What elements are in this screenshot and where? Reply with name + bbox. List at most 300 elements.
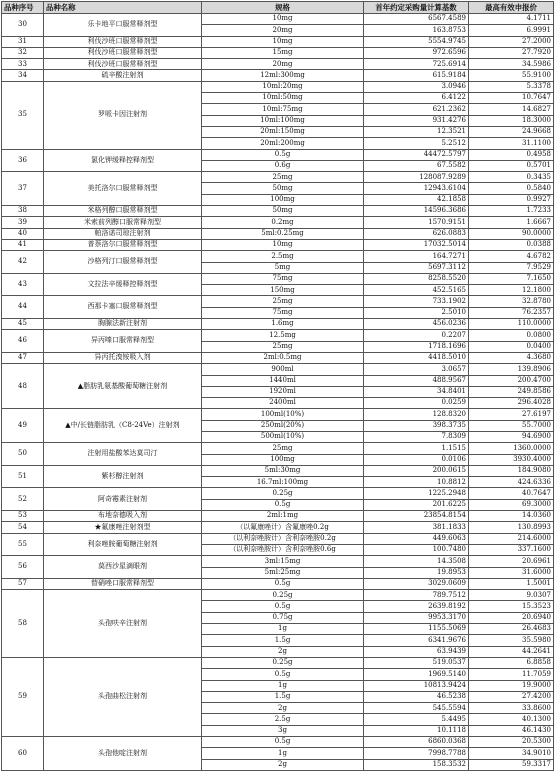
max-price: 139.8906 xyxy=(469,364,554,375)
purchase-base: 4418.5010 xyxy=(364,352,469,363)
max-price: 0.4958 xyxy=(469,149,554,160)
purchase-base: 23854.8154 xyxy=(364,511,469,522)
purchase-base: 5.4495 xyxy=(364,714,469,725)
purchase-base: 8258.5520 xyxy=(364,273,469,284)
purchase-base: 200.0615 xyxy=(364,465,469,476)
spec: 10mg xyxy=(202,239,364,250)
table-row xyxy=(2,217,554,228)
max-price: 296.4028 xyxy=(469,398,554,409)
spec: 100ml(10%) xyxy=(202,409,364,420)
table-row xyxy=(2,443,554,454)
max-price: 69.3000 xyxy=(469,499,554,510)
spec: 0.2mg xyxy=(202,217,364,228)
spec: 1g xyxy=(202,624,364,635)
purchase-base: 2639.8192 xyxy=(364,601,469,612)
purchase-base: 17032.5014 xyxy=(364,239,469,250)
item-number: 56 xyxy=(2,556,44,579)
purchase-base: 545.5594 xyxy=(364,703,469,714)
purchase-base: 163.8753 xyxy=(364,25,469,36)
item-name: 布地奈德吸入剂 xyxy=(44,511,202,522)
purchase-base: 46.5238 xyxy=(364,691,469,702)
table-row xyxy=(2,228,554,239)
spec: 5mg xyxy=(202,262,364,273)
purchase-base: 10.8812 xyxy=(364,477,469,488)
item-number: 58 xyxy=(2,590,44,658)
purchase-base: 100.7480 xyxy=(364,544,469,555)
header-cell: 最高有效申报价 xyxy=(469,2,554,14)
item-name: 西那卡塞口服常释剂型 xyxy=(44,296,202,319)
purchase-base: 19.8953 xyxy=(364,567,469,578)
table-row xyxy=(2,273,554,284)
spec: 15mg xyxy=(202,47,364,58)
item-number: 48 xyxy=(2,364,44,409)
max-price: 11.7059 xyxy=(469,669,554,680)
max-price: 1.6667 xyxy=(469,217,554,228)
item-name: 头孢呋辛注射剂 xyxy=(44,590,202,658)
spec: 75mg xyxy=(202,273,364,284)
max-price: 27.6197 xyxy=(469,409,554,420)
max-price: 0.5840 xyxy=(469,183,554,194)
spec: 900ml xyxy=(202,364,364,375)
spec: 0.5g xyxy=(202,737,364,748)
max-price: 34.9010 xyxy=(469,748,554,759)
spec: 2g xyxy=(202,646,364,657)
table-row xyxy=(2,296,554,307)
purchase-base: 42.1858 xyxy=(364,194,469,205)
max-price: 27.2000 xyxy=(469,36,554,47)
max-price: 1.5001 xyxy=(469,578,554,589)
item-number: 34 xyxy=(2,70,44,81)
purchase-base: 381.1833 xyxy=(364,522,469,533)
item-number: 59 xyxy=(2,657,44,736)
table-row xyxy=(2,364,554,375)
max-price: 27.4200 xyxy=(469,691,554,702)
spec: 1g xyxy=(202,748,364,759)
spec: 10ml:75mg xyxy=(202,104,364,115)
purchase-base: 34.8401 xyxy=(364,386,469,397)
item-name: 头孢他啶注射剂 xyxy=(44,737,202,771)
item-name: 替硝唑口服常释剂型 xyxy=(44,578,202,589)
max-price: 19.9000 xyxy=(469,680,554,691)
spec: 0.5g xyxy=(202,578,364,589)
spec: 20ml:150mg xyxy=(202,126,364,137)
max-price: 249.8586 xyxy=(469,386,554,397)
table-row xyxy=(2,488,554,499)
item-name: 利伐沙班口服常释剂型 xyxy=(44,59,202,70)
purchase-base: 1718.1696 xyxy=(364,341,469,352)
spec: 50mg xyxy=(202,206,364,217)
purchase-base: 733.1902 xyxy=(364,296,469,307)
item-number: 54 xyxy=(2,522,44,533)
item-name: 阿奇霉素注射剂 xyxy=(44,488,202,511)
item-number: 41 xyxy=(2,239,44,250)
purchase-base: 0.0106 xyxy=(364,454,469,465)
item-name: 异丙嗪口服常释剂型 xyxy=(44,330,202,353)
spec: 25mg xyxy=(202,296,364,307)
max-price: 34.5986 xyxy=(469,59,554,70)
purchase-base: 10.1118 xyxy=(364,725,469,736)
max-price: 337.1600 xyxy=(469,544,554,555)
spec: 5ml:25mg xyxy=(202,567,364,578)
purchase-base: 488.9567 xyxy=(364,375,469,386)
max-price: 0.5701 xyxy=(469,160,554,171)
purchase-base: 14596.3686 xyxy=(364,206,469,217)
purchase-base: 63.9439 xyxy=(364,646,469,657)
item-name: 利伐沙班口服常释剂型 xyxy=(44,36,202,47)
max-price: 200.4700 xyxy=(469,375,554,386)
spec: 250ml(20%) xyxy=(202,420,364,431)
table-row xyxy=(2,239,554,250)
item-number: 38 xyxy=(2,206,44,217)
purchase-base: 3.0946 xyxy=(364,81,469,92)
header-cell: 品种名称 xyxy=(44,2,202,14)
item-name: 美托洛尔口服常释剂型 xyxy=(44,172,202,206)
item-name: 沙格列汀口服常释剂型 xyxy=(44,251,202,274)
table-body xyxy=(2,14,554,771)
item-name: 莫西沙星滴眼剂 xyxy=(44,556,202,579)
max-price: 0.0800 xyxy=(469,330,554,341)
max-price: 110.0000 xyxy=(469,319,554,330)
item-number: 46 xyxy=(2,330,44,353)
item-number: 37 xyxy=(2,172,44,206)
max-price: 31.6000 xyxy=(469,567,554,578)
spec: 25mg xyxy=(202,443,364,454)
spec: 0.5g xyxy=(202,499,364,510)
purchase-base: 5554.9745 xyxy=(364,36,469,47)
item-name: 硫辛酸注射剂 xyxy=(44,70,202,81)
max-price: 0.0400 xyxy=(469,341,554,352)
max-price: 26.4683 xyxy=(469,624,554,635)
spec: 2ml:1mg xyxy=(202,511,364,522)
purchase-base: 5697.3112 xyxy=(364,262,469,273)
spec: 25mg xyxy=(202,341,364,352)
max-price: 20.6961 xyxy=(469,556,554,567)
max-price: 4.6782 xyxy=(469,251,554,262)
item-number: 43 xyxy=(2,273,44,296)
table-row xyxy=(2,149,554,160)
max-price: 15.3523 xyxy=(469,601,554,612)
purchase-base: 621.2362 xyxy=(364,104,469,115)
table-row xyxy=(2,81,554,92)
max-price: 32.8780 xyxy=(469,296,554,307)
item-name: 利奈唑胺葡萄糖注射剂 xyxy=(44,533,202,556)
table-row xyxy=(2,737,554,748)
item-name: 胸腺法新注射剂 xyxy=(44,319,202,330)
purchase-base: 164.7271 xyxy=(364,251,469,262)
spec: 0.25g xyxy=(202,488,364,499)
spec: 3g xyxy=(202,725,364,736)
table-row xyxy=(2,590,554,601)
item-number: 50 xyxy=(2,443,44,466)
purchase-base: 6341.9676 xyxy=(364,635,469,646)
purchase-base: 7.8309 xyxy=(364,431,469,442)
purchase-base: 972.6596 xyxy=(364,47,469,58)
max-price: 4.1711 xyxy=(469,14,554,25)
item-name: 注射用盐酸苯达莫司汀 xyxy=(44,443,202,466)
max-price: 3930.4000 xyxy=(469,454,554,465)
item-name: 帕洛诺司琼注射剂 xyxy=(44,228,202,239)
spec: 2g xyxy=(202,703,364,714)
max-price: 1.7233 xyxy=(469,206,554,217)
item-number: 47 xyxy=(2,352,44,363)
spec: 25mg xyxy=(202,172,364,183)
purchase-base: 10813.9424 xyxy=(364,680,469,691)
table-row xyxy=(2,533,554,544)
item-number: 57 xyxy=(2,578,44,589)
max-price: 0.0388 xyxy=(469,239,554,250)
spec: 0.25g xyxy=(202,590,364,601)
purchase-base: 6860.0368 xyxy=(364,737,469,748)
table-row xyxy=(2,206,554,217)
header-cell: 品种序号 xyxy=(2,2,44,14)
purchase-base: 2.5010 xyxy=(364,307,469,318)
spec: 20ml:200mg xyxy=(202,138,364,149)
max-price: 10.7647 xyxy=(469,93,554,104)
header-cell: 首年约定采购量计算基数 xyxy=(364,2,469,14)
item-name: ▲脂肪乳氨基酸葡萄糖注射剂 xyxy=(44,364,202,409)
max-price: 31.1100 xyxy=(469,138,554,149)
spec: 75mg xyxy=(202,307,364,318)
item-name: 氯化钾缓释控释剂型 xyxy=(44,149,202,172)
spec: 10mg xyxy=(202,14,364,25)
item-name: ▲中/长链脂肪乳（C8-24Ve）注射剂 xyxy=(44,409,202,443)
table-row xyxy=(2,36,554,47)
spec: 10mg xyxy=(202,36,364,47)
purchase-base: 14.3508 xyxy=(364,556,469,567)
spec: 12ml:300mg xyxy=(202,70,364,81)
purchase-base: 6.4122 xyxy=(364,93,469,104)
spec: 100mg xyxy=(202,194,364,205)
purchase-base: 1155.5069 xyxy=(364,624,469,635)
max-price: 44.2641 xyxy=(469,646,554,657)
item-name: 利伐沙班口服常释剂型 xyxy=(44,47,202,58)
item-number: 40 xyxy=(2,228,44,239)
max-price: 0.9927 xyxy=(469,194,554,205)
max-price: 6.8858 xyxy=(469,657,554,668)
item-number: 52 xyxy=(2,488,44,511)
header-cell: 规格 xyxy=(202,2,364,14)
purchase-base: 128.8320 xyxy=(364,409,469,420)
max-price: 55.9100 xyxy=(469,70,554,81)
max-price: 12.1800 xyxy=(469,285,554,296)
purchase-base: 615.9184 xyxy=(364,70,469,81)
max-price: 5.3378 xyxy=(469,81,554,92)
spec: 2.5g xyxy=(202,714,364,725)
item-name: 头孢曲松注射剂 xyxy=(44,657,202,736)
spec: 150mg xyxy=(202,285,364,296)
item-name: 普萘洛尔口服常释剂型 xyxy=(44,239,202,250)
table-row xyxy=(2,511,554,522)
spec: 0.25g xyxy=(202,657,364,668)
max-price: 33.8600 xyxy=(469,703,554,714)
spec: 10ml:100mg xyxy=(202,115,364,126)
table-row xyxy=(2,352,554,363)
max-price: 424.6336 xyxy=(469,477,554,488)
item-number: 51 xyxy=(2,465,44,488)
max-price: 90.0000 xyxy=(469,228,554,239)
max-price: 59.3317 xyxy=(469,759,554,770)
max-price: 24.9668 xyxy=(469,126,554,137)
max-price: 40.1300 xyxy=(469,714,554,725)
spec: 2g xyxy=(202,759,364,770)
purchase-base: 12943.6104 xyxy=(364,183,469,194)
purchase-base: 1969.5140 xyxy=(364,669,469,680)
spec: 1.6mg xyxy=(202,319,364,330)
purchase-base: 128087.9289 xyxy=(364,172,469,183)
purchase-base: 9953.3170 xyxy=(364,612,469,623)
max-price: 6.9991 xyxy=(469,25,554,36)
purchase-base: 449.6063 xyxy=(364,533,469,544)
spec: 3ml:15mg xyxy=(202,556,364,567)
table-row xyxy=(2,59,554,70)
item-name: 罗哌卡因注射剂 xyxy=(44,81,202,149)
item-number: 36 xyxy=(2,149,44,172)
max-price: 94.6900 xyxy=(469,431,554,442)
max-price: 9.0307 xyxy=(469,590,554,601)
item-number: 42 xyxy=(2,251,44,274)
max-price: 20.6940 xyxy=(469,612,554,623)
item-number: 32 xyxy=(2,47,44,58)
purchase-base: 3029.0609 xyxy=(364,578,469,589)
max-price: 18.3000 xyxy=(469,115,554,126)
purchase-base: 519.0537 xyxy=(364,657,469,668)
spec: 1440ml xyxy=(202,375,364,386)
purchase-base: 67.5582 xyxy=(364,160,469,171)
spec: 100mg xyxy=(202,454,364,465)
max-price: 20.5300 xyxy=(469,737,554,748)
purchase-base: 12.3521 xyxy=(364,126,469,137)
max-price: 27.7920 xyxy=(469,47,554,58)
purchase-base: 452.5165 xyxy=(364,285,469,296)
item-name: 文拉法辛缓释控释剂型 xyxy=(44,273,202,296)
purchase-base: 0.2207 xyxy=(364,330,469,341)
max-price: 46.1430 xyxy=(469,725,554,736)
spec: 0.5g xyxy=(202,149,364,160)
item-number: 60 xyxy=(2,737,44,771)
max-price: 55.7000 xyxy=(469,420,554,431)
purchase-base: 931.4276 xyxy=(364,115,469,126)
item-number: 45 xyxy=(2,319,44,330)
purchase-base: 5.2512 xyxy=(364,138,469,149)
table-row xyxy=(2,14,554,25)
spec: 50mg xyxy=(202,183,364,194)
spec: 500ml(10%) xyxy=(202,431,364,442)
spec: （以利奈唑胺计）含利奈唑胺0.2g xyxy=(202,533,364,544)
purchase-base: 789.7512 xyxy=(364,590,469,601)
spec: 10ml:20mg xyxy=(202,81,364,92)
table-row xyxy=(2,172,554,183)
purchase-base: 725.6914 xyxy=(364,59,469,70)
item-name: ★氟康唑注射剂型 xyxy=(44,522,202,533)
max-price: 4.3680 xyxy=(469,352,554,363)
table-row xyxy=(2,70,554,81)
spec: 2.5mg xyxy=(202,251,364,262)
max-price: 7.1650 xyxy=(469,273,554,284)
item-name: 异丙托溴铵吸入剂 xyxy=(44,352,202,363)
item-number: 53 xyxy=(2,511,44,522)
table-row xyxy=(2,330,554,341)
max-price: 35.5980 xyxy=(469,635,554,646)
item-number: 35 xyxy=(2,81,44,149)
purchase-base: 3.0657 xyxy=(364,364,469,375)
table-row xyxy=(2,319,554,330)
item-number: 31 xyxy=(2,36,44,47)
item-name: 紫杉醇注射剂 xyxy=(44,465,202,488)
spec: 1.5g xyxy=(202,691,364,702)
spec: 5ml:30mg xyxy=(202,465,364,476)
spec: 1g xyxy=(202,680,364,691)
spec: 0.75g xyxy=(202,612,364,623)
item-number: 33 xyxy=(2,59,44,70)
spec: 0.6g xyxy=(202,160,364,171)
purchase-base: 456.0236 xyxy=(364,319,469,330)
table-row xyxy=(2,522,554,533)
max-price: 0.3435 xyxy=(469,172,554,183)
max-price: 40.7647 xyxy=(469,488,554,499)
header-row xyxy=(2,2,554,14)
purchase-base: 0.0259 xyxy=(364,398,469,409)
table-row xyxy=(2,251,554,262)
purchase-base: 1.1515 xyxy=(364,443,469,454)
purchase-base: 6567.4589 xyxy=(364,14,469,25)
item-name: 米索前列醇口服常释剂型 xyxy=(44,217,202,228)
spec: 20mg xyxy=(202,25,364,36)
max-price: 130.8993 xyxy=(469,522,554,533)
max-price: 14.0360 xyxy=(469,511,554,522)
item-name: 米格列醇口服常释剂型 xyxy=(44,206,202,217)
purchase-base: 7998.7788 xyxy=(364,748,469,759)
max-price: 1360.0000 xyxy=(469,443,554,454)
item-number: 39 xyxy=(2,217,44,228)
item-number: 55 xyxy=(2,533,44,556)
spec: 16.7ml:100mg xyxy=(202,477,364,488)
table-row xyxy=(2,409,554,420)
purchase-base: 398.3735 xyxy=(364,420,469,431)
item-number: 49 xyxy=(2,409,44,443)
max-price: 214.6000 xyxy=(469,533,554,544)
spec: 1920ml xyxy=(202,386,364,397)
max-price: 184.9080 xyxy=(469,465,554,476)
item-number: 44 xyxy=(2,296,44,319)
spec: 0.5g xyxy=(202,669,364,680)
purchase-base: 201.6225 xyxy=(364,499,469,510)
spec: 1.5g xyxy=(202,635,364,646)
spec: 20mg xyxy=(202,59,364,70)
purchase-base: 1570.9151 xyxy=(364,217,469,228)
item-name: 乐卡地平口服常释剂型 xyxy=(44,14,202,37)
table-row xyxy=(2,556,554,567)
purchase-base: 1225.2948 xyxy=(364,488,469,499)
spec: 2ml:0.5mg xyxy=(202,352,364,363)
spec: 0.5g xyxy=(202,601,364,612)
purchase-base: 626.0883 xyxy=(364,228,469,239)
table-row xyxy=(2,47,554,58)
max-price: 76.2357 xyxy=(469,307,554,318)
table-row xyxy=(2,578,554,589)
spec: 2400ml xyxy=(202,398,364,409)
spec: 5ml:0.25mg xyxy=(202,228,364,239)
spec: 12.5mg xyxy=(202,330,364,341)
spec: （以利奈唑胺计）含利奈唑胺0.6g xyxy=(202,544,364,555)
spec: 10ml:50mg xyxy=(202,93,364,104)
item-number: 30 xyxy=(2,14,44,37)
purchase-base: 44472.5797 xyxy=(364,149,469,160)
max-price: 14.6827 xyxy=(469,104,554,115)
price-table xyxy=(1,1,554,771)
table-row xyxy=(2,465,554,476)
table-row xyxy=(2,657,554,668)
purchase-base: 158.3532 xyxy=(364,759,469,770)
